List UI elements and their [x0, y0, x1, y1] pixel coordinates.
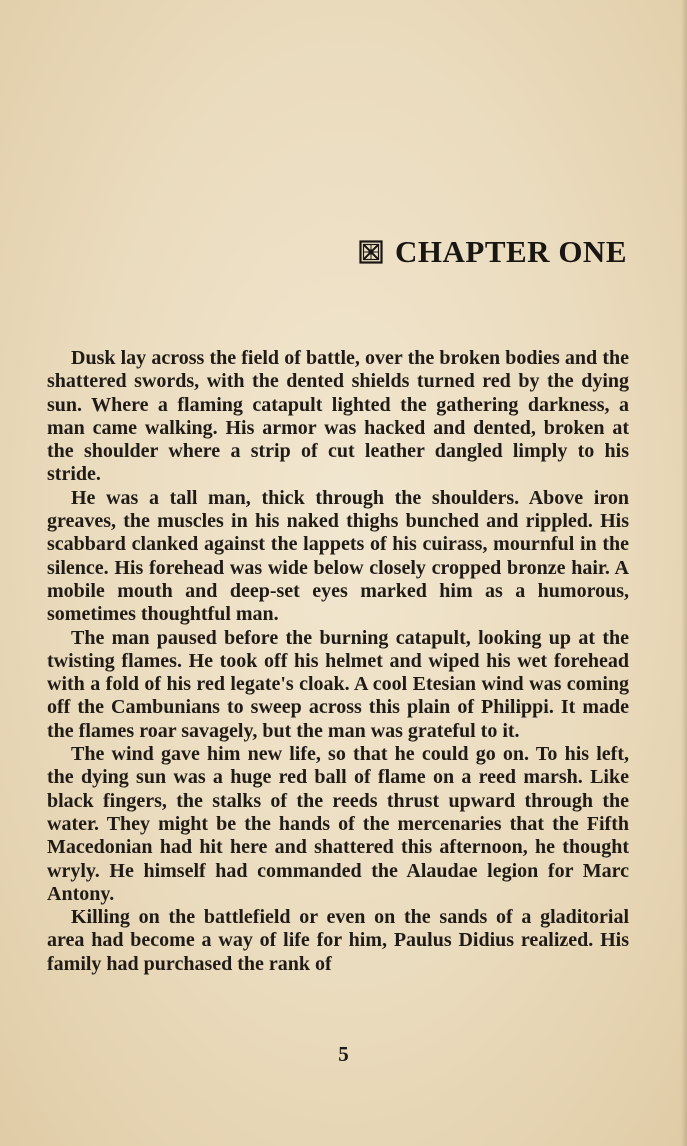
- paragraph: The wind gave him new life, so that he could go on. To his left, the dying sun was a huge red ball of flame on a reed marsh. Like black fingers, the stalks of the reeds thrust upward through the water. They might be the hands of the mercenaries that the Fifth Macedonian had hit here and shattered this afternoon, he thought wryly. He himself had commanded the Alaudae legion for Marc Antony.: [47, 743, 629, 905]
- chapter-body: [47, 347, 629, 976]
- paragraph: Dusk lay across the field of battle, over the broken bodies and the shattered swords, with the dented shields turned red by the dying sun. Where a flaming catapult lighted the gathering darkness, a man came walking. His armor was hacked and dented, broken at the shoulder where a strip of cut leather dangled limply to his stride.: [47, 347, 629, 486]
- page-number: 5: [338, 1042, 349, 1066]
- page-edge-shadow: [681, 0, 687, 1146]
- paragraph: Killing on the battlefield or even on the sands of a gladitorial area had become a way of life for him, Paulus Didius realized. His family had purchased the rank of: [47, 906, 629, 975]
- paragraph: The man paused before the burning catapult, looking up at the twisting flames. He took off his helmet and wiped his wet forehead with a fold of his red legate's cloak. A cool Etesian wind was coming off the Cambunians to sweep across this plain of Philippi. It made the flames roar savagely, but the man was grateful to it.: [47, 626, 629, 742]
- paragraph: He was a tall man, thick through the shoulders. Above iron greaves, the muscles in his naked thighs bunched and rippled. His scabbard clanked against the lappets of his cuirass, mournful in the silence. His forehead was wide below closely cropped bronze hair. A mobile mouth and deep-set eyes marked him as a humorous, sometimes thoughtful man.: [47, 486, 629, 626]
- chapter-title: CHAPTER ONE: [395, 234, 627, 269]
- ornament-square-icon: [359, 240, 383, 264]
- chapter-heading: [359, 234, 627, 270]
